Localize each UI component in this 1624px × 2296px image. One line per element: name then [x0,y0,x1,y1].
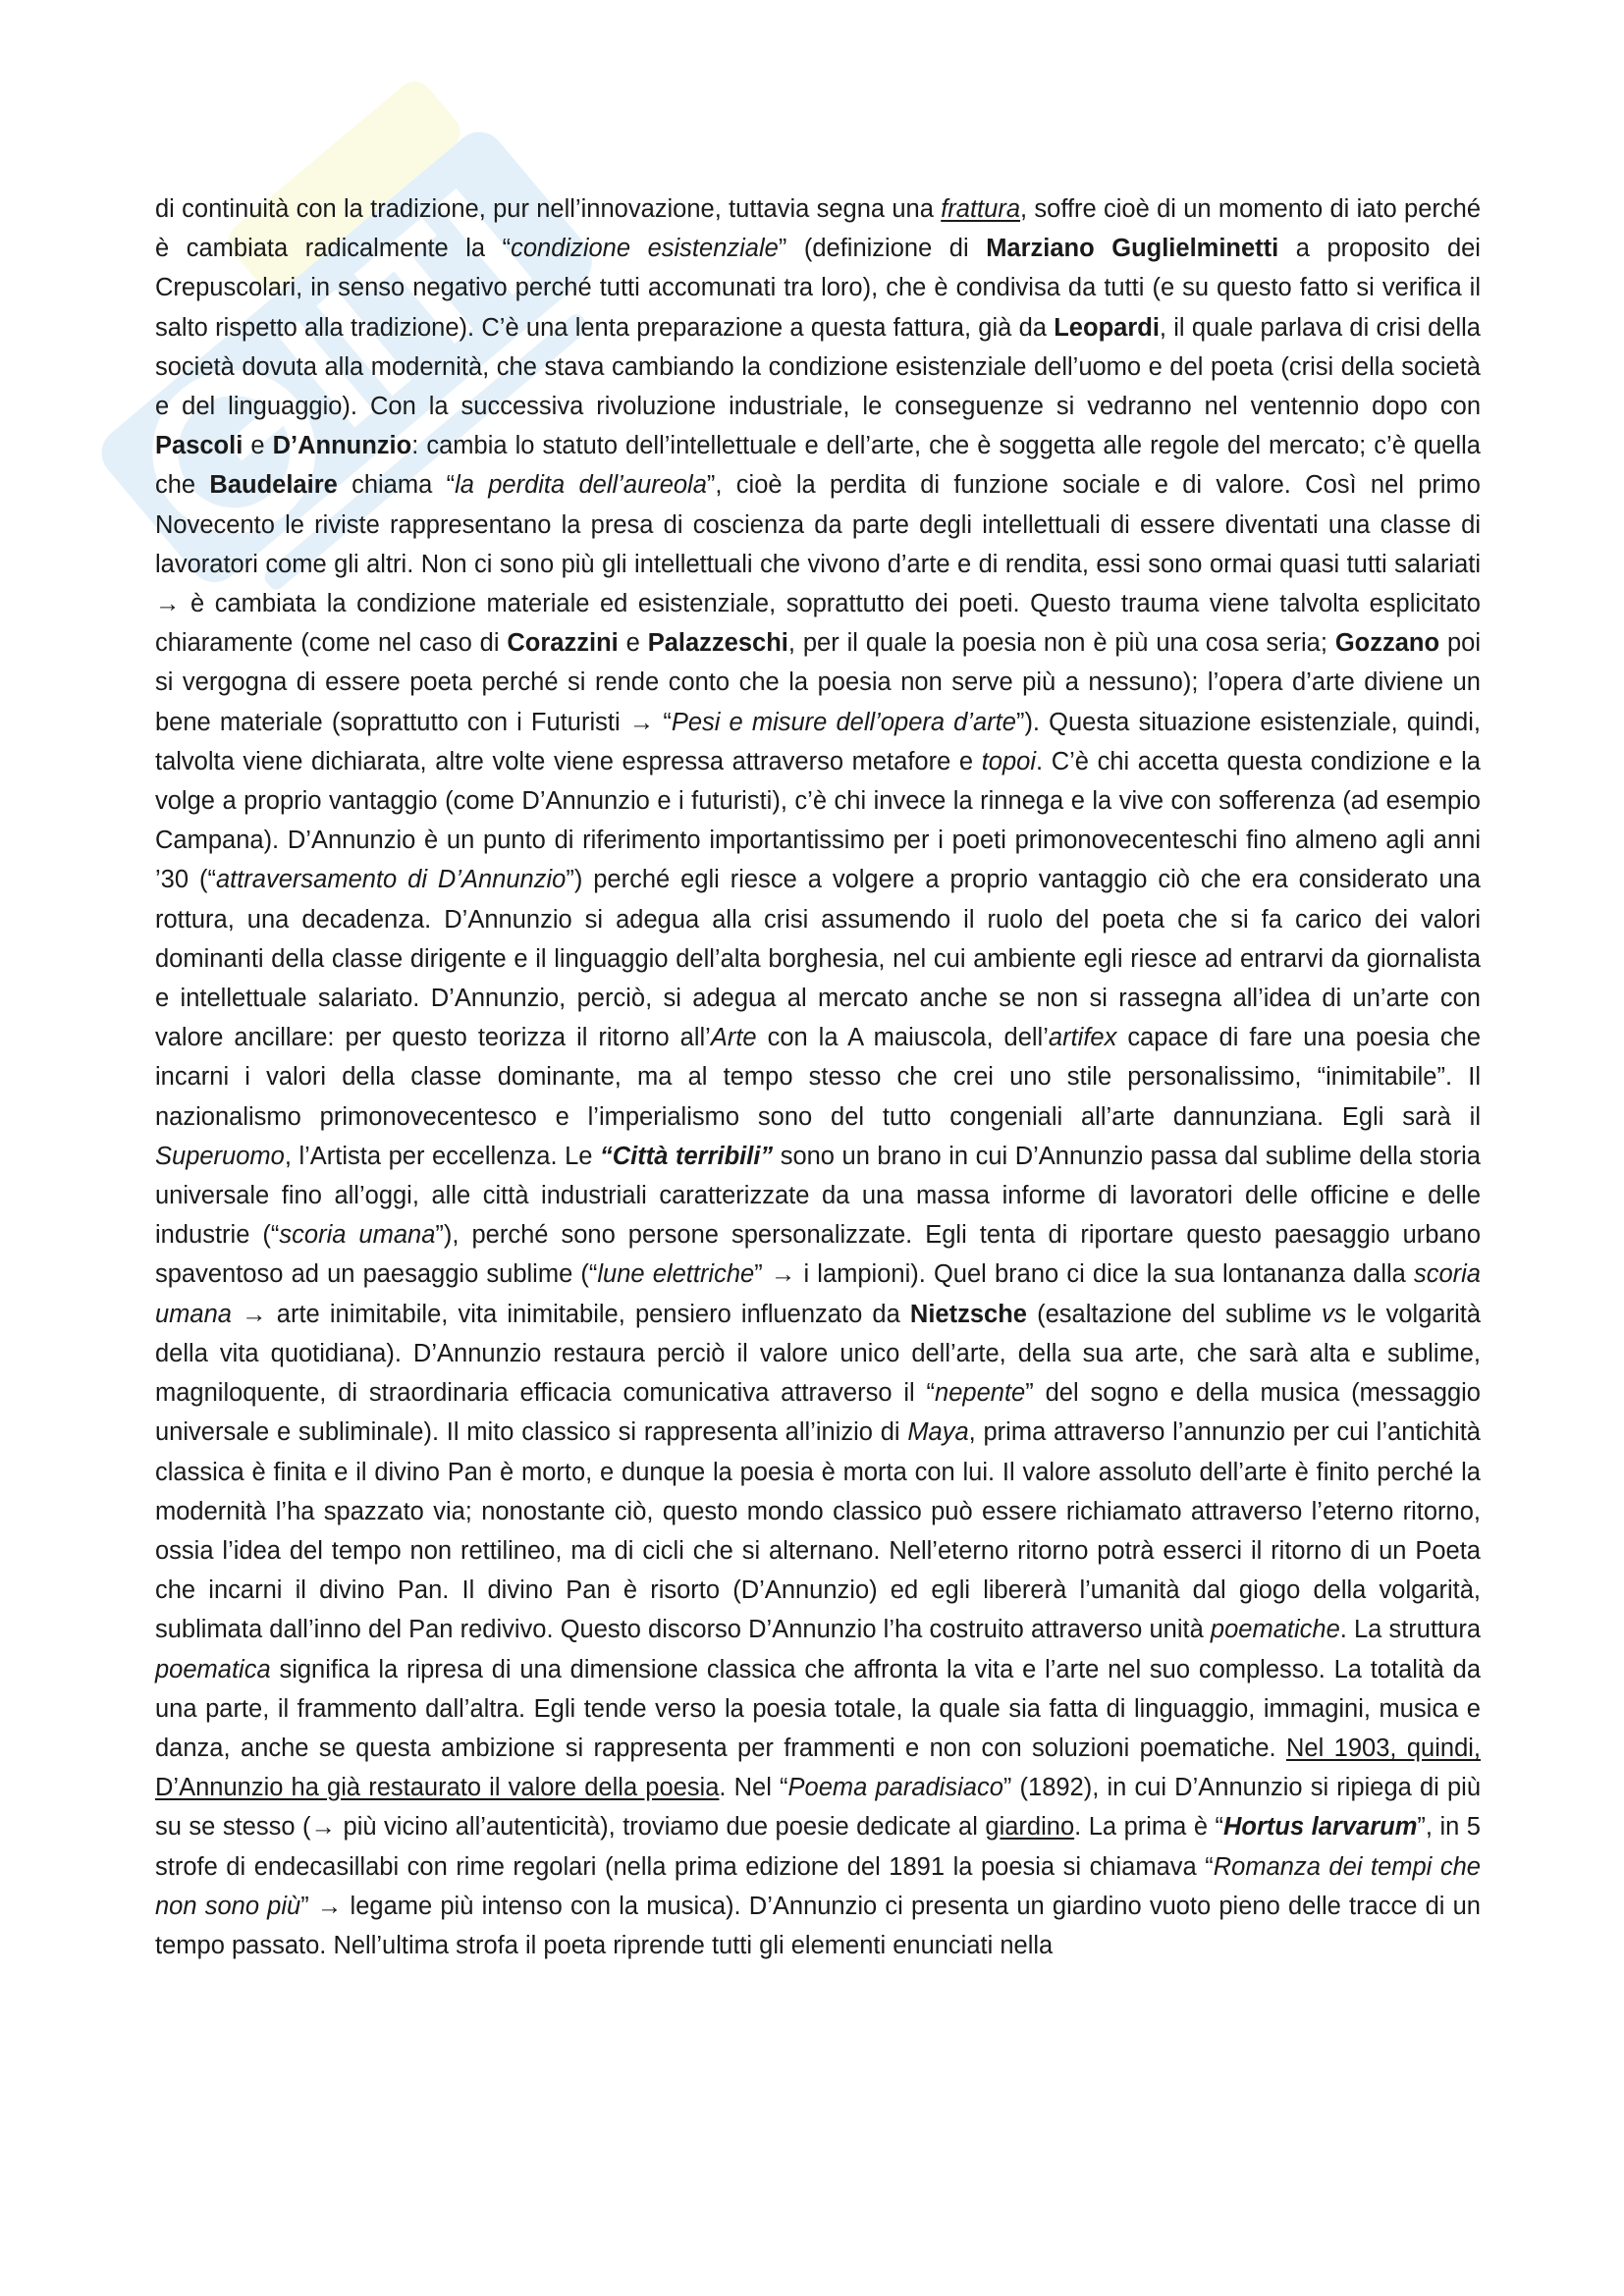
text-run: , il quale parlava di crisi della società dovuta alla modernità, che stava cambiando la condizione esistenziale dell’uomo e del poeta (crisi della società e del linguaggio). Con la successiva rivoluzione industriale, le conseguenze si vedranno nel ventennio dopo con [155,313,1481,421]
text-run: Pascoli [155,432,244,460]
document-body [155,189,1481,1965]
text-run: ”), perché sono persone spersonalizzate. Egli tenta di riportare questo paesaggio urbano spaventoso ad un paesaggio sublime (“ [155,1221,1482,1289]
text-run: poi si vergogna di essere poeta perché si rende conto che la poesia non serve più a nessuno); l’opera d’arte diviene un bene materiale (soprattutto con i Futuristi → “ [155,629,1481,736]
text-run: . Nel “ [719,1774,788,1802]
text-run: Nietzsche [909,1300,1027,1328]
text-run: capace di fare una poesia che incarni i valori della classe dominante, ma al tempo stesso che crei uno stile personalissimo, “inimitabile”. Il nazionalismo primonovecentesco e l’imperialismo sono del tutto congeniali all’arte dannunziana. Egli sarà il [155,1024,1482,1131]
text-run: e [618,629,648,658]
text-run: ”, cioè la perdita di funzione sociale e di valore. Così nel primo Novecento le riviste rappresentano la presa di coscienza da parte degli intellettuali di essere diventati una classe di lavoratori come gli altri. Non ci sono più gli intellettuali che vivono d’arte e di rendita, essi sono ormai quasi tutti salariati → è cambiata la condizione materiale ed esistenziale, soprattutto dei poeti. Questo trauma viene talvolta esplicitato chiaramente (come nel caso di [155,471,1481,658]
text-run: D’Annunzio [272,432,412,460]
text-run: a proposito dei Crepuscolari, in senso negativo perché tutti accomunati tra loro), che è condivisa da tutti (e su questo fatto si verifica il salto rispetto alla tradizione). C’è una lenta preparazione a questa fattura, già da [155,235,1481,342]
text-run: → arte inimitabile, vita inimitabile, pensiero influenzato da [231,1300,910,1328]
text-run: Superuomo [155,1142,285,1170]
text-run: Hortus larvarum [1223,1813,1418,1842]
text-run: poematica [155,1655,271,1683]
text-run: attraversamento di D’Annunzio [215,866,567,894]
text-run: (esaltazione del sublime [1026,1300,1322,1328]
text-run: , soffre cioè di un momento di iato perché è cambiata radicalmente la “ [155,195,1481,263]
text-run: artifex [1048,1024,1117,1052]
text-run: . La struttura [1339,1616,1482,1644]
text-run: sono un brano in cui D’Annunzio passa dal sublime della storia universale fino all’oggi, alle città industriali caratterizzate da una massa informe di lavoratori delle officine e delle industrie (“ [155,1142,1481,1250]
text-run: di continuità con la tradizione, pur nell’innovazione, tuttavia segna una [155,195,942,223]
text-run: Corazzini [507,629,619,658]
text-run: condizione esistenziale [511,235,779,263]
text-run: “Città terribili” [600,1142,774,1170]
text-run: Nel 1903, quindi, D’Annunzio ha già restaurato il valore della poesia [155,1734,1482,1802]
text-run: le volgarità della vita quotidiana). D’Annunzio restaura perciò il valore unico dell’arte, della sua arte, che sarà alta e sublime, magniloquente, di straordinaria efficacia comunicativa attraverso il “ [155,1300,1482,1408]
text-run: . La prima è “ [1074,1813,1223,1842]
text-run: ”). Questa situazione esistenziale, quindi, talvolta viene dichiarata, altre volte viene espressa attraverso metafore e [155,708,1481,775]
text-run: , per il quale la poesia non è più una cosa seria; [787,629,1335,658]
text-run: e [243,432,273,460]
text-run: ” → i lampioni). Quel brano ci dice la sua lontananza dalla [754,1260,1414,1289]
text-run: vs [1321,1300,1347,1328]
text-run: Palazzeschi [647,629,788,658]
text-run: significa la ripresa di una dimensione classica che affronta la vita e l’arte nel suo complesso. La totalità da una parte, il frammento dall’altra. Egli tende verso la poesia totale, la quale sia fatta di linguaggio, immagini, musica e danza, anche se questa ambizione si rappresenta per frammenti e non con soluzioni poematiche. [155,1655,1481,1762]
text-run: Baudelaire [209,471,338,500]
text-run: nepente [935,1379,1026,1408]
text-run: Pesi e misure dell’opera d’arte [671,708,1016,736]
text-run: Romanza dei tempi che non sono più [155,1852,1481,1920]
text-run: scoria umana [155,1260,1481,1328]
text-run: Arte [710,1024,757,1052]
text-run: ” → legame più intenso con la musica). D’Annunzio ci presenta un giardino vuoto pieno delle tracce di un tempo passato. Nell’ultima strofa il poeta riprende tutti gli elementi enunciati nella [155,1892,1481,1959]
document-paragraph [155,189,1481,1965]
text-run: . C’è chi accetta questa condizione e la volge a proprio vantaggio (come D’Annunzio e i futuristi), c’è chi invece la rinnega e la vive con sofferenza (ad esempio Campana). D’Annunzio è un punto di riferimento importantissimo per i poeti primonovecenteschi fino almeno agli anni ’30 (“ [155,747,1481,894]
text-run: ” (definizione di [778,235,987,263]
text-run: : cambia lo statuto dell’intellettuale e dell’arte, che è soggetta alle regole del mercato; c’è quella che [155,432,1481,500]
text-run: ” del sogno e della musica (messaggio universale e subliminale). Il mito classico si rappresenta all’inizio di [155,1379,1481,1447]
text-run: con la A maiuscola, dell’ [756,1024,1049,1052]
text-run: la perdita dell’aureola [455,471,707,500]
text-run: lune elettriche [597,1260,755,1289]
text-run: Marziano Guglielminetti [986,235,1279,263]
text-run: ”) perché egli riesce a volgere a proprio vantaggio ciò che era considerato una rottura, una decadenza. D’Annunzio si adegua alla crisi assumendo il ruolo del poeta che si fa carico dei valori dominanti della classe dirigente e il linguaggio dell’alta borghesia, nel cui ambiente egli riesce ad entrarvi da giornalista e intellettuale salariato. D’Annunzio, perciò, si adegua al mercato anche se non si rassegna all’idea di un’arte con valore ancillare: per questo teorizza il ritorno all’ [155,866,1481,1052]
text-run: ” (1892), in cui D’Annunzio si ripiega di più su se stesso (→ più vicino all’autenticità), troviamo due poesie dedicate al [155,1774,1481,1842]
text-run: topoi [981,747,1036,775]
text-run: poematiche [1210,1616,1340,1644]
text-run: , l’Artista per eccellenza. Le [284,1142,601,1170]
text-run: giardino [985,1813,1075,1842]
text-run: Maya [907,1418,969,1447]
text-run: ”, in 5 strofe di endecasillabi con rime regolari (nella prima edizione del 1891 la poesia si chiamava “ [155,1813,1481,1881]
text-run: scoria umana [279,1221,436,1250]
text-run: frattura [941,195,1021,223]
text-run: chiama “ [337,471,456,500]
text-run: Gozzano [1334,629,1440,658]
text-run: Poema paradisiaco [787,1774,1003,1802]
text-run: , prima attraverso l’annunzio per cui l’antichità classica è finita e il divino Pan è morto, e dunque la poesia è morta con lui. Il valore assoluto dell’arte è finito perché la modernità l’ha spazzato via; nonostante ciò, questo mondo classico può essere richiamato attraverso l’eterno ritorno, ossia l’idea del tempo non rettilineo, ma di cicli che si alternano. Nell’eterno ritorno potrà esserci il ritorno di un Poeta che incarni il divino Pan. Il divino Pan è risorto (D’Annunzio) ed egli libererà l’umanità dal giogo della volgarità, sublimata dall’inno del Pan redivivo. Questo discorso D’Annunzio l’ha costruito attraverso unità [155,1418,1481,1644]
text-run: Leopardi [1054,313,1160,342]
